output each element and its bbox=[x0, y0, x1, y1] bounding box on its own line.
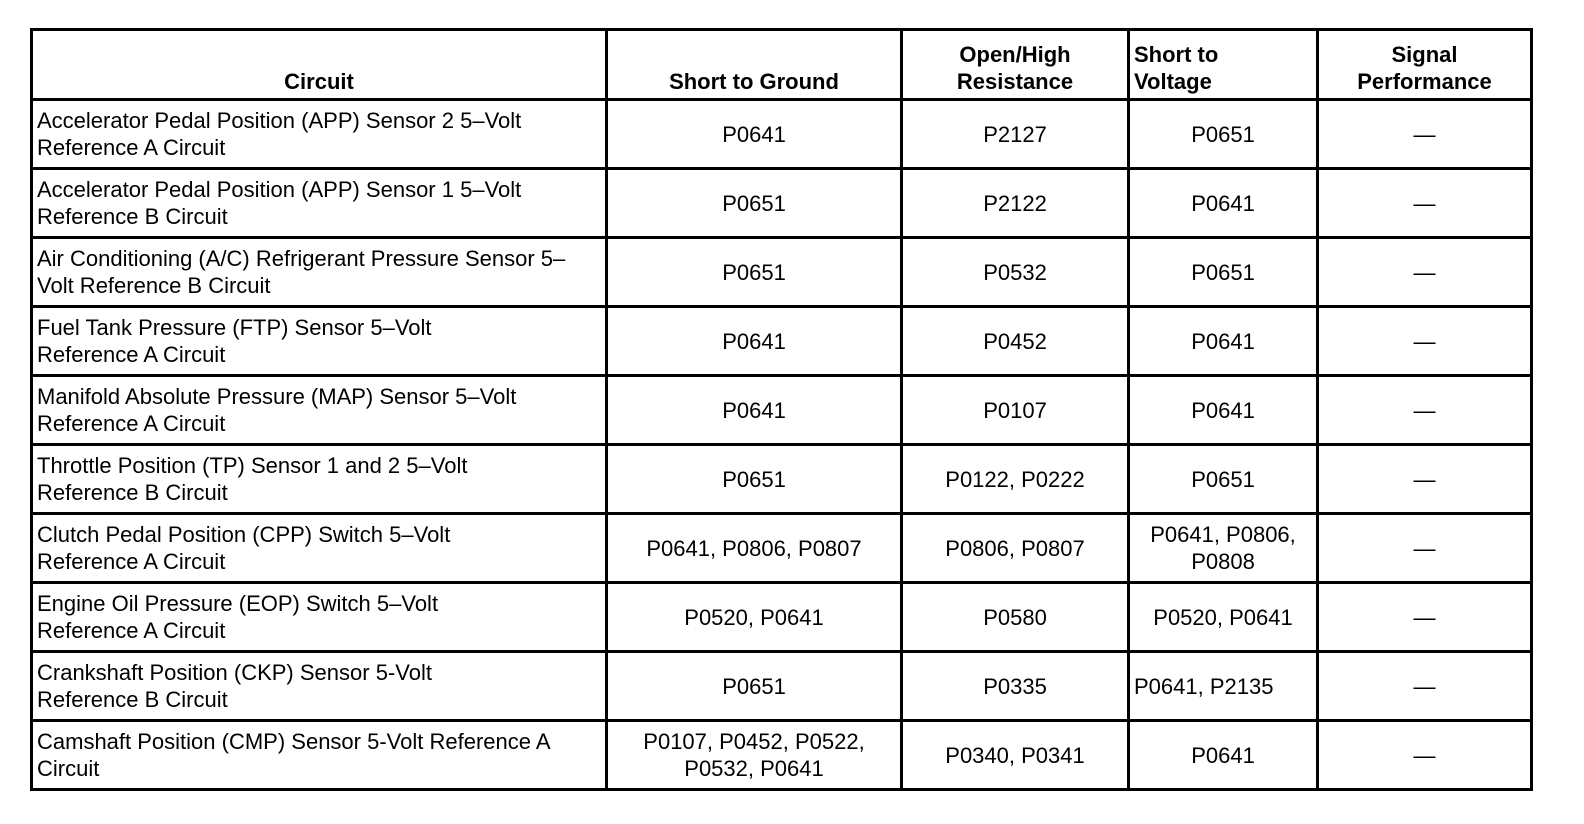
table-row bbox=[32, 169, 1532, 238]
short-to-voltage-cell: P0651 bbox=[1129, 445, 1318, 514]
circuit-cell: Fuel Tank Pressure (FTP) Sensor 5–Volt Reference A Circuit bbox=[32, 307, 607, 376]
signal-performance-cell: — bbox=[1318, 100, 1532, 169]
open-high-resistance-cell: P0452 bbox=[902, 307, 1129, 376]
short-to-ground-cell: P0641 bbox=[607, 100, 902, 169]
circuit-cell: Accelerator Pedal Position (APP) Sensor 2 5–Volt Reference A Circuit bbox=[32, 100, 607, 169]
short-to-voltage-cell: P0641 bbox=[1129, 376, 1318, 445]
open-high-resistance-cell: P0806, P0807 bbox=[902, 514, 1129, 583]
open-high-resistance-cell: P0580 bbox=[902, 583, 1129, 652]
header-short-to-ground: Short to Ground bbox=[607, 30, 902, 100]
table-row bbox=[32, 583, 1532, 652]
header-short-to-voltage: Short to Voltage bbox=[1129, 30, 1318, 100]
signal-performance-cell: — bbox=[1318, 169, 1532, 238]
signal-performance-cell: — bbox=[1318, 445, 1532, 514]
signal-performance-cell: — bbox=[1318, 721, 1532, 790]
circuit-cell: Manifold Absolute Pressure (MAP) Sensor 5–Volt Reference A Circuit bbox=[32, 376, 607, 445]
short-to-ground-cell: P0651 bbox=[607, 652, 902, 721]
table-row bbox=[32, 100, 1532, 169]
open-high-resistance-cell: P0532 bbox=[902, 238, 1129, 307]
open-high-resistance-cell: P2127 bbox=[902, 100, 1129, 169]
short-to-ground-cell: P0641, P0806, P0807 bbox=[607, 514, 902, 583]
signal-performance-cell: — bbox=[1318, 238, 1532, 307]
open-high-resistance-cell: P0335 bbox=[902, 652, 1129, 721]
table-row bbox=[32, 307, 1532, 376]
circuit-cell: Crankshaft Position (CKP) Sensor 5-Volt Reference B Circuit bbox=[32, 652, 607, 721]
short-to-voltage-cell: P0651 bbox=[1129, 100, 1318, 169]
table-header bbox=[32, 30, 1532, 100]
signal-performance-cell: — bbox=[1318, 376, 1532, 445]
short-to-ground-cell: P0641 bbox=[607, 307, 902, 376]
short-to-ground-cell: P0651 bbox=[607, 445, 902, 514]
short-to-ground-cell: P0520, P0641 bbox=[607, 583, 902, 652]
circuit-cell: Clutch Pedal Position (CPP) Switch 5–Volt Reference A Circuit bbox=[32, 514, 607, 583]
short-to-voltage-cell: P0520, P0641 bbox=[1129, 583, 1318, 652]
signal-performance-cell: — bbox=[1318, 652, 1532, 721]
short-to-ground-cell: P0651 bbox=[607, 169, 902, 238]
signal-performance-cell: — bbox=[1318, 514, 1532, 583]
signal-performance-cell: — bbox=[1318, 583, 1532, 652]
open-high-resistance-cell: P0122, P0222 bbox=[902, 445, 1129, 514]
header-row bbox=[32, 30, 1532, 100]
circuit-cell: Engine Oil Pressure (EOP) Switch 5–Volt Reference A Circuit bbox=[32, 583, 607, 652]
short-to-ground-cell: P0651 bbox=[607, 238, 902, 307]
short-to-ground-cell: P0107, P0452, P0522, P0532, P0641 bbox=[607, 721, 902, 790]
open-high-resistance-cell: P0107 bbox=[902, 376, 1129, 445]
short-to-voltage-cell: P0641 bbox=[1129, 169, 1318, 238]
table-body bbox=[32, 100, 1532, 790]
circuit-cell: Throttle Position (TP) Sensor 1 and 2 5–Volt Reference B Circuit bbox=[32, 445, 607, 514]
table-row bbox=[32, 376, 1532, 445]
short-to-voltage-cell: P0641, P0806, P0808 bbox=[1129, 514, 1318, 583]
signal-performance-cell: — bbox=[1318, 307, 1532, 376]
circuit-cell: Accelerator Pedal Position (APP) Sensor 1 5–Volt Reference B Circuit bbox=[32, 169, 607, 238]
open-high-resistance-cell: P2122 bbox=[902, 169, 1129, 238]
short-to-voltage-cell: P0651 bbox=[1129, 238, 1318, 307]
dtc-circuit-table bbox=[30, 28, 1533, 791]
header-signal-performance: Signal Performance bbox=[1318, 30, 1532, 100]
short-to-voltage-cell: P0641 bbox=[1129, 307, 1318, 376]
header-circuit: Circuit bbox=[32, 30, 607, 100]
table-row bbox=[32, 445, 1532, 514]
table-row bbox=[32, 652, 1532, 721]
short-to-ground-cell: P0641 bbox=[607, 376, 902, 445]
circuit-cell: Air Conditioning (A/C) Refrigerant Pressure Sensor 5–Volt Reference B Circuit bbox=[32, 238, 607, 307]
short-to-voltage-cell: P0641, P2135 bbox=[1129, 652, 1318, 721]
header-open-high-resistance: Open/High Resistance bbox=[902, 30, 1129, 100]
short-to-voltage-cell: P0641 bbox=[1129, 721, 1318, 790]
table-row bbox=[32, 514, 1532, 583]
table-row bbox=[32, 238, 1532, 307]
circuit-cell: Camshaft Position (CMP) Sensor 5-Volt Reference A Circuit bbox=[32, 721, 607, 790]
open-high-resistance-cell: P0340, P0341 bbox=[902, 721, 1129, 790]
table-row bbox=[32, 721, 1532, 790]
